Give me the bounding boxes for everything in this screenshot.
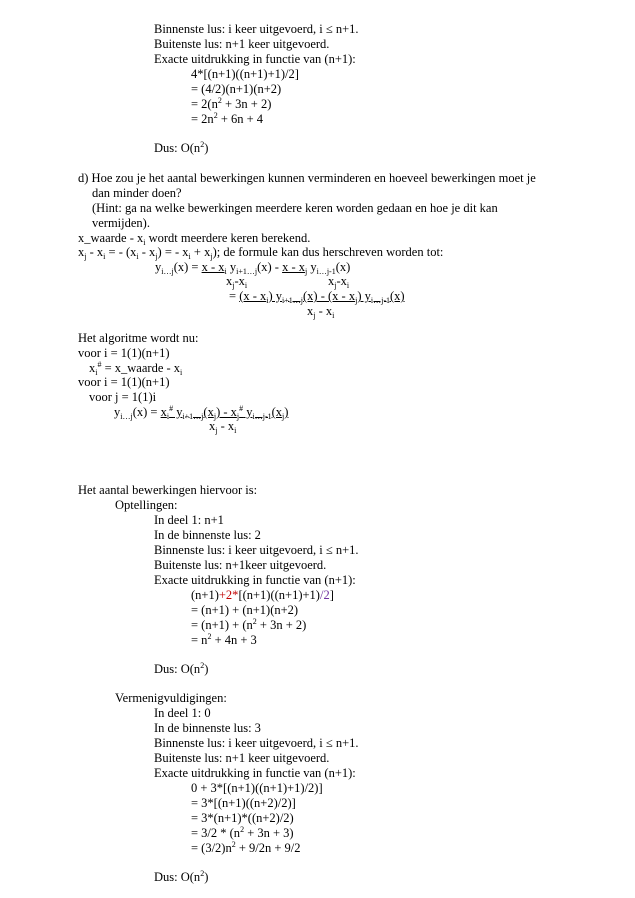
deel1-line: In deel 1: n+1	[154, 513, 224, 527]
rewrite-line: $x_j - x_i$ = - $(x_i - x_j)$ = - $x_i + x_j$); de formule kan dus herschreven worden tot:	[78, 245, 444, 261]
algorithm-formula: $y_{i\dots j}(x) = x_i^{\#}$ $y_{i+1\dots j}(x_j) - x_j^{\#}$ $y_{i\dots j-1}(x_j)$	[114, 404, 289, 421]
formula-line: = $(x - x_i)$ $y_{i+1\dots j}(x) - (x - x_j)$ $y_{i\dots j-1}(x)$	[229, 289, 405, 305]
optellingen-heading: Optellingen:	[115, 498, 178, 512]
binnenste-lus-line: Binnenste lus: i keer uitgevoerd, i ≤ n+1.	[154, 736, 359, 750]
formula-line: $y_{i\dots j}(x) = x - x_i$ $y_{i+1\dots j}(x)$ - x - $x_j$ $y_{i\dots j-1}(x)$	[155, 260, 351, 276]
equation-line: = $2(n^2 + 3n + 2)$	[191, 96, 272, 111]
exacte-uitdrukking-line: Exacte uitdrukking in functie van (n+1):	[154, 766, 356, 780]
equation-line: = 3*(n+1)*((n+2)/2)	[191, 811, 294, 825]
question-d-line: d) Hoe zou je het aantal bewerkingen kunnen verminderen en hoeveel bewerkingen moet je	[78, 171, 536, 185]
equation-line: = $n^2 + 4n + 3$	[191, 632, 257, 647]
algorithm-title: Het algoritme wordt nu:	[78, 331, 199, 345]
exacte-uitdrukking-line: Exacte uitdrukking in functie van (n+1):	[154, 573, 356, 587]
equation-line: = 3*[(n+1)((n+2)/2)]	[191, 796, 296, 810]
algorithm-line: voor j = 1(1)i	[89, 390, 157, 404]
formula-denominator: $x_j - x_i$	[307, 304, 335, 320]
exacte-uitdrukking-line: Exacte uitdrukking in functie van (n+1):	[154, 52, 356, 66]
equation-line: 4*[(n+1)((n+1)+1)/2]	[191, 67, 299, 81]
buitenste-lus-line: Buitenste lus: n+1keer uitgevoerd.	[154, 558, 327, 572]
algorithm-line: voor i = 1(1)(n+1)	[78, 346, 170, 360]
equation-line: = $3/2 * (n^2 + 3n + 3)$	[191, 825, 294, 840]
observation-line: x_waarde - $x_i$ wordt meerdere keren berekend.	[78, 231, 311, 247]
conclusion-line: Dus: $O(n^2)$	[154, 661, 209, 676]
equation-line: = (4/2)(n+1)(n+2)	[191, 82, 282, 96]
binnenste-lus-line: Binnenste lus: i keer uitgevoerd, i ≤ n+1.	[154, 22, 359, 36]
conclusion-line: Dus: $O(n^2)$	[154, 140, 209, 155]
conclusion-line: Dus: $O(n^2)$	[154, 869, 209, 884]
vermenigvuldigingen-heading: Vermenigvuldigingen:	[115, 691, 227, 705]
formula-denominator: $x_j-x_i$	[226, 274, 248, 290]
formula-denominator: $x_j-x_i$	[328, 274, 350, 290]
binnenste-count-line: In de binnenste lus: 2	[154, 528, 261, 542]
algorithm-line: voor i = 1(1)(n+1)	[78, 375, 170, 389]
equation-line: = (n+1) + (n+1)(n+2)	[191, 603, 299, 617]
equation-line: = $(n+1) + (n^2 + 3n + 2)$	[191, 617, 307, 632]
equation-line: (n+1)+2*[(n+1)((n+1)+1)/2]	[191, 588, 334, 602]
equation-line: = $2n^2 + 6n + 4$	[191, 111, 264, 126]
question-d-line: dan minder doen?	[92, 186, 182, 200]
deel1-line: In deel 1: 0	[154, 706, 211, 720]
buitenste-lus-line: Buitenste lus: n+1 keer uitgevoerd.	[154, 751, 330, 765]
equation-line: = $(3/2)n^2 + 9/2n + 9/2$	[191, 840, 301, 855]
binnenste-count-line: In de binnenste lus: 3	[154, 721, 261, 735]
binnenste-lus-line: Binnenste lus: i keer uitgevoerd, i ≤ n+1.	[154, 543, 359, 557]
hint-line: (Hint: ga na welke bewerkingen meerdere keren worden gedaan en hoe je dit kan	[92, 201, 498, 215]
buitenste-lus-line: Buitenste lus: n+1 keer uitgevoerd.	[154, 37, 330, 51]
algorithm-line: $x_i^{\#}$ = x_waarde - $x_i$	[89, 360, 183, 377]
algorithm-denominator: $x_j - x_i$	[209, 419, 237, 435]
hint-line: vermijden).	[92, 216, 150, 230]
count-intro: Het aantal bewerkingen hiervoor is:	[78, 483, 258, 497]
equation-line: 0 + 3*[(n+1)((n+1)+1)/2)]	[191, 781, 323, 795]
